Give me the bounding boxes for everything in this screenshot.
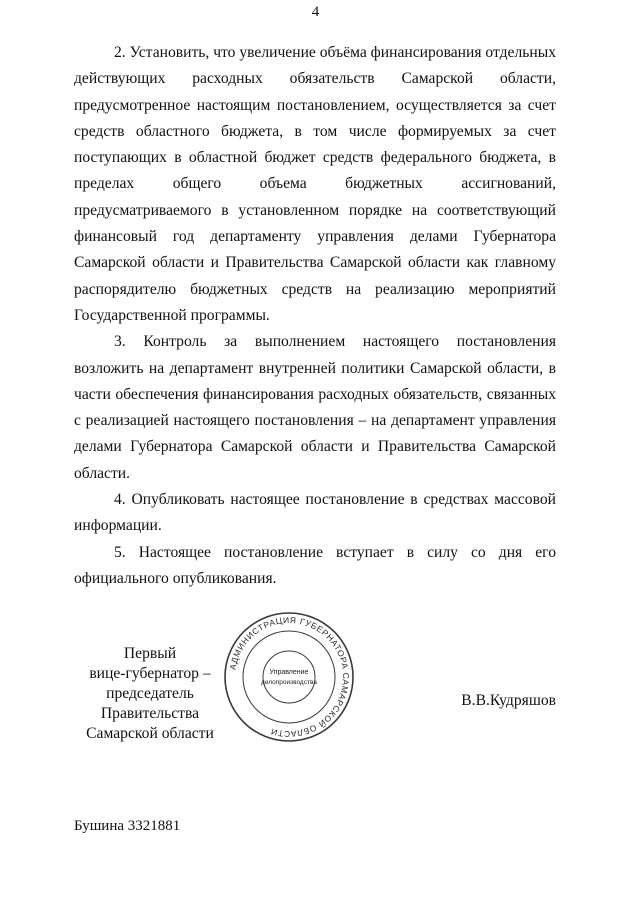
signatory-title-line: Первый (123, 645, 177, 662)
paragraph-2: 2. Установить, что увеличение объёма финансирования отдельных действующих расходных обязательств Самарской области, предусмотренное настоящим постановлением, осуществляется за счет средств областного бюджета, в том числе формируемых за счет поступающих в областной бюджет средств федерального бюджета, в пределах общего объема бюджетных ассигнований, предусматриваемого в установленном порядке на соответствующий финансовый год департаменту управления делами Губернатора Самарской области и Правительства Самарской области как главному распорядителю бюджетных средств на реализацию мероприятий Государственной программы. (74, 44, 556, 324)
signatory-title-line: председатель Правительства (100, 685, 200, 722)
stamp-inner-text: делопроизводства (261, 679, 317, 686)
official-stamp (222, 610, 356, 744)
stamp-inner-text: Управление (269, 669, 309, 676)
svg-text:АДМИНИСТРАЦИЯ ГУБЕРНАТОРА САМА (227, 615, 351, 739)
paragraph-3: 3. Контроль за выполнением настоящего постановления возложить на департамент внутренней политики Самарской области, в части обеспечения финансирования расходных обязательств, связанных с реализацией настоящего постановления – на департамент управления делами Губернатора Самарской области и Правительства Самарской области. (74, 333, 556, 482)
document-body (74, 40, 556, 592)
paragraph-4: 4. Опубликовать настоящее постановление в средствах массовой информации. (74, 491, 556, 535)
executor-note: Бушина 3321881 (74, 818, 181, 834)
signatory-title-line: Самарской области (86, 725, 214, 742)
signatory-name: В.В.Кудряшов (461, 692, 556, 709)
page-number: 4 (311, 4, 320, 20)
paragraph-5: 5. Настоящее постановление вступает в силу со дня его официального опубликования. (74, 543, 556, 587)
signatory-title-line: вице-губернатор – (89, 665, 211, 682)
stamp-outer-text: АДМИНИСТРАЦИЯ ГУБЕРНАТОРА САМАРСКОЙ ОБЛАСТИ (227, 614, 352, 740)
signatory-title (60, 644, 240, 744)
